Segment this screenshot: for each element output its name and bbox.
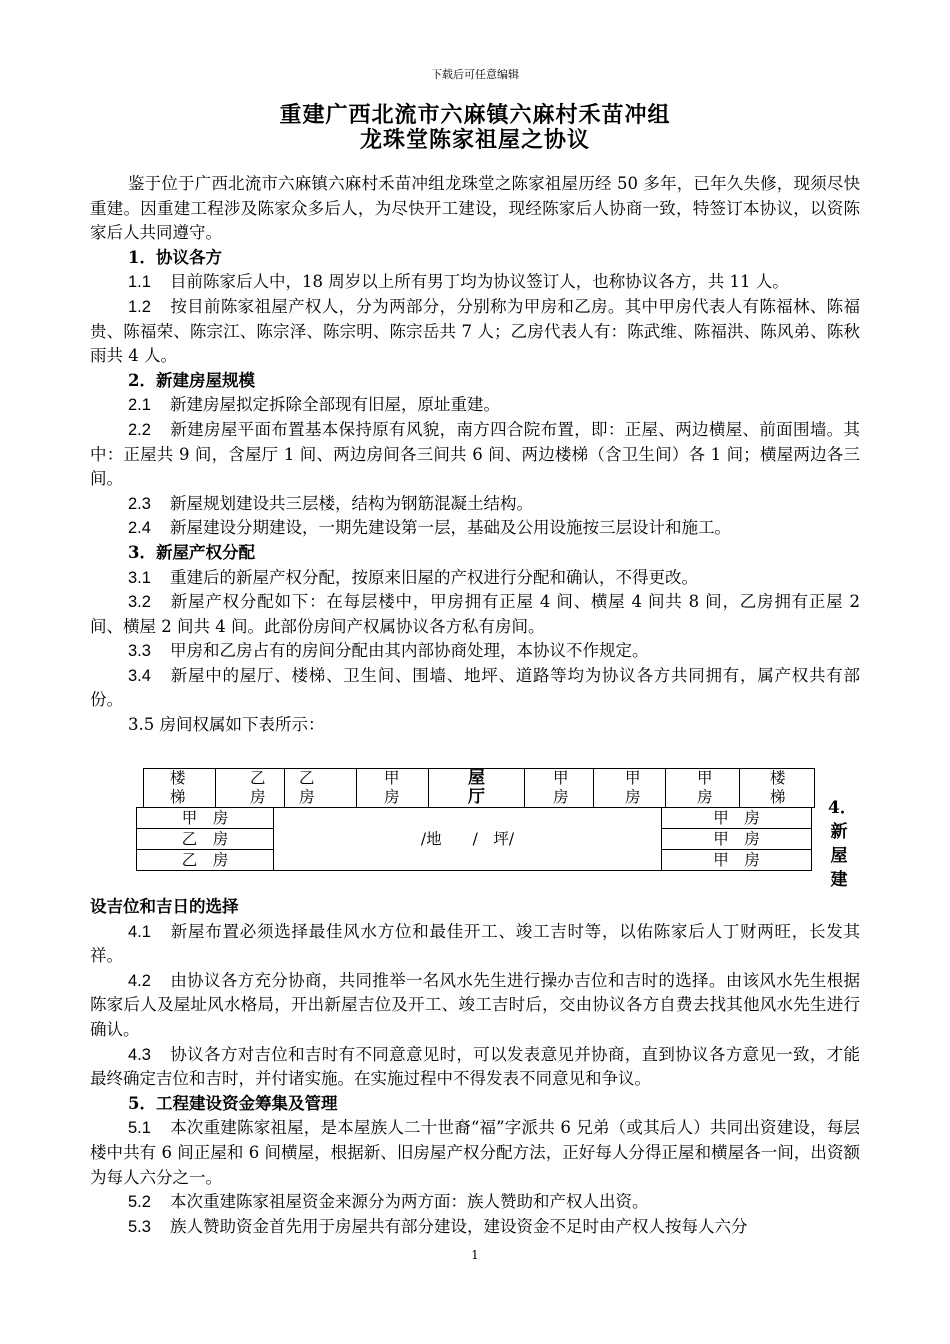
right-side-room: 甲 房 xyxy=(661,828,812,850)
section-3-heading: 3．新屋产权分配 xyxy=(128,542,255,562)
table-cell-hall xyxy=(428,768,525,808)
clause-3-2 xyxy=(90,590,860,639)
clause-number: 2.4 xyxy=(128,519,151,538)
clause-number: 5.1 xyxy=(128,1119,151,1138)
section-1-heading: 1．协议各方 xyxy=(128,247,222,267)
clause-2-1 xyxy=(90,393,860,418)
clause-number: 2.3 xyxy=(128,494,151,513)
document-body-part2 xyxy=(90,895,860,1239)
cell-char: 甲 xyxy=(625,769,641,787)
clause-2-2 xyxy=(90,418,860,492)
section-4-heading-start: 4．新屋建 xyxy=(828,798,857,890)
clause-number: 3.4 xyxy=(128,666,151,685)
cell-char: 楼 xyxy=(170,769,186,787)
clause-number: 2.1 xyxy=(128,396,151,415)
clause-3-3 xyxy=(90,639,860,664)
clause-number: 4.3 xyxy=(128,1045,151,1064)
table-cell-stairs-right xyxy=(739,768,815,808)
cell-char: 甲 xyxy=(384,769,400,787)
table-cell-jia-room xyxy=(665,768,740,808)
clause-text: 重建后的新屋产权分配，按原来旧屋的产权进行分配和确认，不得更改。 xyxy=(170,567,698,587)
clause-text: 由协议各方充分协商，共同推举一名风水先生进行操办吉位和吉时的选择。由该风水先生根据陈家后人及屋址风水格局，开出新屋吉位及开工、竣工吉时后，交由协议各方自费去找其他风水先生进行确认。 xyxy=(90,970,860,1039)
clause-text: 新建房屋拟定拆除全部现有旧屋，原址重建。 xyxy=(170,395,500,415)
clause-text: 新建房屋平面布置基本保持原有风貌，南方四合院布置，即：正屋、两边横屋、前面围墙。其中：正屋共 9 间，含屋厅 1 间、两边房间各三间共 6 间、两边楼梯（含卫生间）各 1 间；横屋两边各三间。 xyxy=(90,419,860,489)
clause-text: 本次重建陈家祖屋，是本屋族人二十世裔“福”字派共 6 兄弟（或其后人）共同出资建设，每层楼中共有 6 间正屋和 6 间横屋，根据新、旧房屋产权分配方法，正好每人分得正屋和横屋各一间，出资额为每人六分之一。 xyxy=(90,1118,860,1187)
cell-char: 乙 xyxy=(250,769,266,787)
clause-text: 族人赞助资金首先用于房屋共有部分建设，建设资金不足时由产权人按每人六分 xyxy=(170,1216,748,1236)
clause-4-1 xyxy=(90,920,860,969)
clause-number: 3.2 xyxy=(128,593,151,612)
page-number: 1 xyxy=(471,1248,479,1262)
right-side-room: 甲 房 xyxy=(661,807,812,829)
cell-char: 甲 xyxy=(553,769,569,787)
clause-text: 新屋规划建设共三层楼，结构为钢筋混凝土结构。 xyxy=(170,493,533,513)
clause-number: 1.1 xyxy=(128,273,151,292)
cell-char: 梯 xyxy=(170,788,186,806)
clause-1-1 xyxy=(90,270,860,295)
cell-char: 楼 xyxy=(770,769,786,787)
clause-5-1 xyxy=(90,1116,860,1190)
cell-char: 乙 xyxy=(299,769,315,787)
table-cell-yi-room xyxy=(284,768,357,808)
cell-char: 房 xyxy=(697,788,713,806)
clause-5-2 xyxy=(90,1190,860,1215)
section-4-heading: 设吉位和吉日的选择 xyxy=(90,897,239,916)
clause-text: 新屋产权分配如下：在每层楼中，甲房拥有正屋 4 间、横屋 4 间共 8 间，乙房拥有正屋 2 间、横屋 2 间共 4 间。此部份房间产权属协议各方私有房间。 xyxy=(90,592,860,636)
right-side-room: 甲 房 xyxy=(661,849,812,871)
clause-number: 4.2 xyxy=(128,971,151,990)
clause-1-2 xyxy=(90,295,860,369)
left-side-room: 乙 房 xyxy=(136,828,274,850)
cell-char: 房 xyxy=(625,788,641,806)
clause-3-1 xyxy=(90,566,860,591)
clause-5-3 xyxy=(90,1215,860,1240)
clause-text: 本次重建陈家祖屋资金来源分为两方面：族人赞助和产权人出资。 xyxy=(170,1192,649,1212)
clause-number: 3.3 xyxy=(128,642,151,661)
clause-4-2 xyxy=(90,969,860,1043)
clause-number: 5.2 xyxy=(128,1193,151,1212)
table-cell-jia-room xyxy=(524,768,594,808)
cell-char: 甲 xyxy=(697,769,713,787)
cell-char: 屋 xyxy=(468,768,485,788)
intro-paragraph: 鉴于位于广西北流市六麻镇六麻村禾苗冲组龙珠堂之陈家祖屋历经 50 多年，已年久失修，现须尽快重建。因重建工程涉及陈家众多后人，为尽快开工建设，现经陈家后人协商一致，特签订本协议，以资陈家后人共同遵守。 xyxy=(90,174,860,243)
document-body-part1 xyxy=(90,172,860,738)
clause-number: 2.2 xyxy=(128,420,151,439)
clause-text: 新屋布置必须选择最佳风水方位和最佳开工、竣工吉时等，以佑陈家后人丁财两旺，长发其祥。 xyxy=(90,921,860,966)
table-cell-stairs-left xyxy=(143,768,216,808)
clause-2-3 xyxy=(90,492,860,517)
table-cell-yi-room xyxy=(215,768,285,808)
cell-char: 房 xyxy=(299,788,315,806)
cell-char: 房 xyxy=(553,788,569,806)
courtyard-label: /地 / 坪/ xyxy=(420,830,515,848)
room-ownership-table xyxy=(143,768,815,875)
section-2-heading: 2．新建房屋规模 xyxy=(128,370,255,390)
table-cell-jia-room xyxy=(356,768,429,808)
header-note: 下载后可任意编辑 xyxy=(431,68,519,81)
clause-number: 4.1 xyxy=(128,922,151,941)
clause-number: 5.3 xyxy=(128,1217,151,1236)
document-title: 重建广西北流市六麻镇六麻村禾苗冲组 xyxy=(279,102,671,128)
courtyard-floor xyxy=(273,807,662,871)
clause-text: 新屋中的屋厅、楼梯、卫生间、围墙、地坪、道路等均为协议各方共同拥有，属产权共有部份。 xyxy=(90,665,860,710)
cell-char: 梯 xyxy=(770,788,786,806)
clause-text: 甲房和乙房占有的房间分配由其内部协商处理，本协议不作规定。 xyxy=(170,641,649,661)
clause-number: 1.2 xyxy=(128,297,151,316)
left-side-room: 乙 房 xyxy=(136,849,274,871)
clause-number: 3.1 xyxy=(128,568,151,587)
cell-char: 房 xyxy=(250,788,266,806)
section-5-heading: 5．工程建设资金筹集及管理 xyxy=(128,1093,338,1113)
clause-3-5: 3.5 房间权属如下表所示： xyxy=(128,715,325,735)
clause-4-3 xyxy=(90,1043,860,1092)
clause-text: 目前陈家后人中，18 周岁以上所有男丁均为协议签订人，也称协议各方，共 11 人。 xyxy=(170,272,789,292)
document-subtitle: 龙珠堂陈家祖屋之协议 xyxy=(359,127,590,153)
clause-3-4 xyxy=(90,664,860,713)
clause-text: 按目前陈家祖屋产权人，分为两部分，分别称为甲房和乙房。其中甲房代表人有陈福林、陈福贵、陈福荣、陈宗江、陈宗泽、陈宗明、陈宗岳共 7 人；乙房代表人有：陈武维、陈福洪、陈风弟、陈秋雨共 4 人。 xyxy=(90,296,860,366)
clause-text: 新屋建设分期建设，一期先建设第一层，基础及公用设施按三层设计和施工。 xyxy=(170,518,731,538)
table-cell-jia-room xyxy=(593,768,666,808)
clause-2-4 xyxy=(90,516,860,541)
clause-text: 协议各方对吉位和吉时有不同意意见时，可以发表意见并协商，直到协议各方意见一致，才能最终确定吉位和吉时，并付诸实施。在实施过程中不得发表不同意见和争议。 xyxy=(90,1044,860,1089)
cell-char: 房 xyxy=(384,788,400,806)
cell-char: 厅 xyxy=(468,787,485,807)
left-side-room: 甲 房 xyxy=(136,807,274,829)
